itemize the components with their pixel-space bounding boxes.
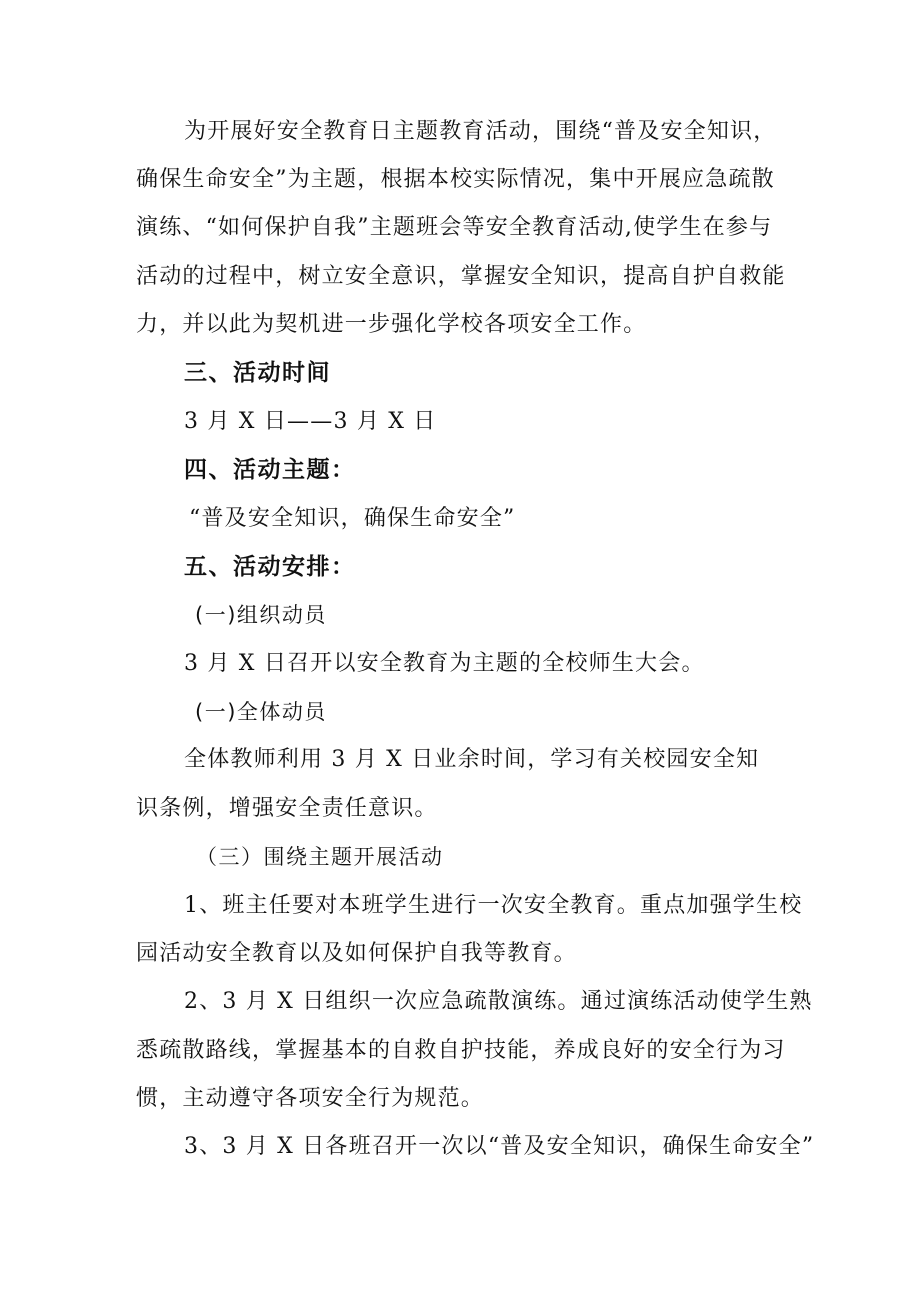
item-2-line-1: 全体教师利用 3 月 X 日业余时间，学习有关校园安全知	[184, 747, 760, 772]
intro-line-1: 为开展好安全教育日主题教育活动，围绕“普及安全知识，	[184, 119, 777, 144]
item-2-title: (一)全体动员	[195, 700, 327, 724]
intro-line-5: 力，并以此为契机进一步强化学校各项安全工作。	[136, 312, 647, 337]
intro-line-4: 活动的过程中，树立安全意识，掌握安全知识，提高自护自救能	[136, 264, 786, 289]
point-2-line-1: 2、3 月 X 日组织一次应急疏散演练。通过演练活动使学生熟	[184, 989, 813, 1014]
section-3-heading: 三、活动时间	[184, 360, 331, 386]
section-3-body: 3 月 X 日——3 月 X 日	[184, 409, 437, 434]
point-3-line-1: 3、3 月 X 日各班召开一次以“普及安全知识，确保生命安全”	[184, 1134, 815, 1159]
point-2-line-2: 悉疏散路线，掌握基本的自救自护技能，养成良好的安全行为习	[136, 1038, 786, 1063]
item-1-body: 3 月 X 日召开以安全教育为主题的全校师生大会。	[184, 651, 705, 676]
point-2-line-3: 惯，主动遵守各项安全行为规范。	[136, 1086, 485, 1111]
point-1-line-1: 1、班主任要对本班学生进行一次安全教育。重点加强学生校	[184, 893, 803, 918]
section-4-heading: 四、活动主题：	[184, 457, 356, 483]
point-1-line-2: 园活动安全教育以及如何保护自我等教育。	[136, 941, 577, 966]
item-2-line-2: 识条例，增强安全责任意识。	[136, 796, 438, 821]
item-3-title: （三）围绕主题开展活动	[196, 845, 444, 869]
intro-line-3: 演练、“如何保护自我”主题班会等安全教育活动,使学生在参与	[136, 215, 773, 240]
intro-line-2: 确保生命安全”为主题，根据本校实际情况，集中开展应急疏散	[136, 167, 775, 192]
item-1-title: (一)组织动员	[195, 603, 327, 627]
section-5-heading: 五、活动安排：	[184, 554, 356, 580]
section-4-body: “普及安全知识，确保生命安全”	[189, 506, 516, 531]
